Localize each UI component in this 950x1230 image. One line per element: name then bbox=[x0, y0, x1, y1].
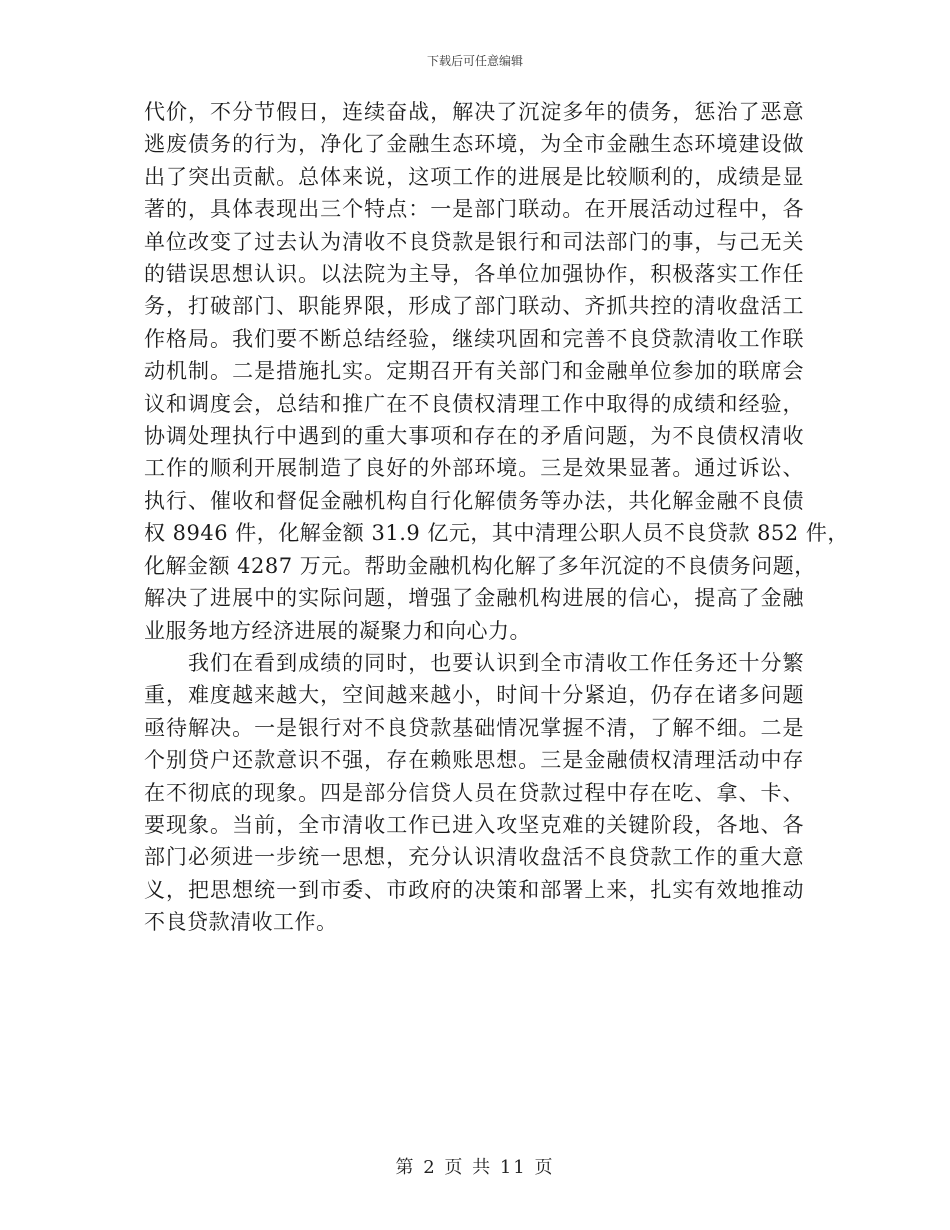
text-line: 协调处理执行中遇到的重大事项和存在的矛盾问题，为不良债权清收 bbox=[144, 424, 804, 449]
text-line: 执行、催收和督促金融机构自行化解债务等办法，共化解金融不良债 bbox=[144, 488, 804, 513]
text-line: 个别贷户还款意识不强，存在赖账思想。三是金融债权清理活动中存 bbox=[144, 748, 804, 773]
paragraph-1 bbox=[144, 96, 849, 647]
text-line: 务，打破部门、职能界限，形成了部门联动、齐抓共控的清收盘活工 bbox=[144, 294, 804, 319]
text-line: 议和调度会，总结和推广在不良债权清理工作中取得的成绩和经验， bbox=[144, 391, 804, 416]
text-line: 业服务地方经济进展的凝聚力和向心力。 bbox=[144, 618, 531, 643]
text-line: 化解金额 4287 万元。帮助金融机构化解了多年沉淀的不良债务问题， bbox=[144, 553, 816, 578]
text-line: 在不彻底的现象。四是部分信贷人员在贷款过程中存在吃、拿、卡、 bbox=[144, 780, 804, 805]
text-line: 逃废债务的行为，净化了金融生态环境，为全市金融生态环境建设做 bbox=[144, 132, 804, 157]
paragraph-2 bbox=[144, 647, 804, 939]
text-line: 动机制。二是措施扎实。定期召开有关部门和金融单位参加的联席会 bbox=[144, 359, 804, 384]
page-number-footer: 第 2 页 共 11 页 bbox=[395, 1157, 555, 1178]
text-line: 我们在看到成绩的同时，也要认识到全市清收工作任务还十分繁 bbox=[144, 650, 804, 675]
text-line: 著的，具体表现出三个特点：一是部门联动。在开展活动过程中，各 bbox=[144, 197, 804, 222]
text-line: 部门必须进一步统一思想，充分认识清收盘活不良贷款工作的重大意 bbox=[144, 845, 804, 870]
page-header-note: 下载后可任意编辑 bbox=[426, 54, 523, 68]
text-line: 亟待解决。一是银行对不良贷款基础情况掌握不清，了解不细。二是 bbox=[144, 715, 804, 740]
text-line: 义，把思想统一到市委、市政府的决策和部署上来，扎实有效地推动 bbox=[144, 877, 804, 902]
text-line: 不良贷款清收工作。 bbox=[144, 910, 338, 935]
text-line: 解决了进展中的实际问题，增强了金融机构进展的信心，提高了金融 bbox=[144, 586, 804, 611]
text-line: 出了突出贡献。总体来说，这项工作的进展是比较顺利的，成绩是显 bbox=[144, 164, 804, 189]
text-line: 重，难度越来越大，空间越来越小，时间十分紧迫，仍存在诸多问题 bbox=[144, 683, 804, 708]
text-line: 要现象。当前，全市清收工作已进入攻坚克难的关键阶段，各地、各 bbox=[144, 812, 804, 837]
text-line: 作格局。我们要不断总结经验，继续巩固和完善不良贷款清收工作联 bbox=[144, 326, 804, 351]
text-line: 单位改变了过去认为清收不良贷款是银行和司法部门的事，与己无关 bbox=[144, 229, 804, 254]
document-body bbox=[144, 96, 849, 939]
text-line: 工作的顺利开展制造了良好的外部环境。三是效果显著。通过诉讼、 bbox=[144, 456, 804, 481]
text-line: 的错误思想认识。以法院为主导，各单位加强协作，积极落实工作任 bbox=[144, 262, 804, 287]
text-line: 代价，不分节假日，连续奋战，解决了沉淀多年的债务，惩治了恶意 bbox=[144, 100, 804, 124]
text-line: 权 8946 件，化解金额 31.9 亿元，其中清理公职人员不良贷款 852 件， bbox=[144, 521, 849, 546]
